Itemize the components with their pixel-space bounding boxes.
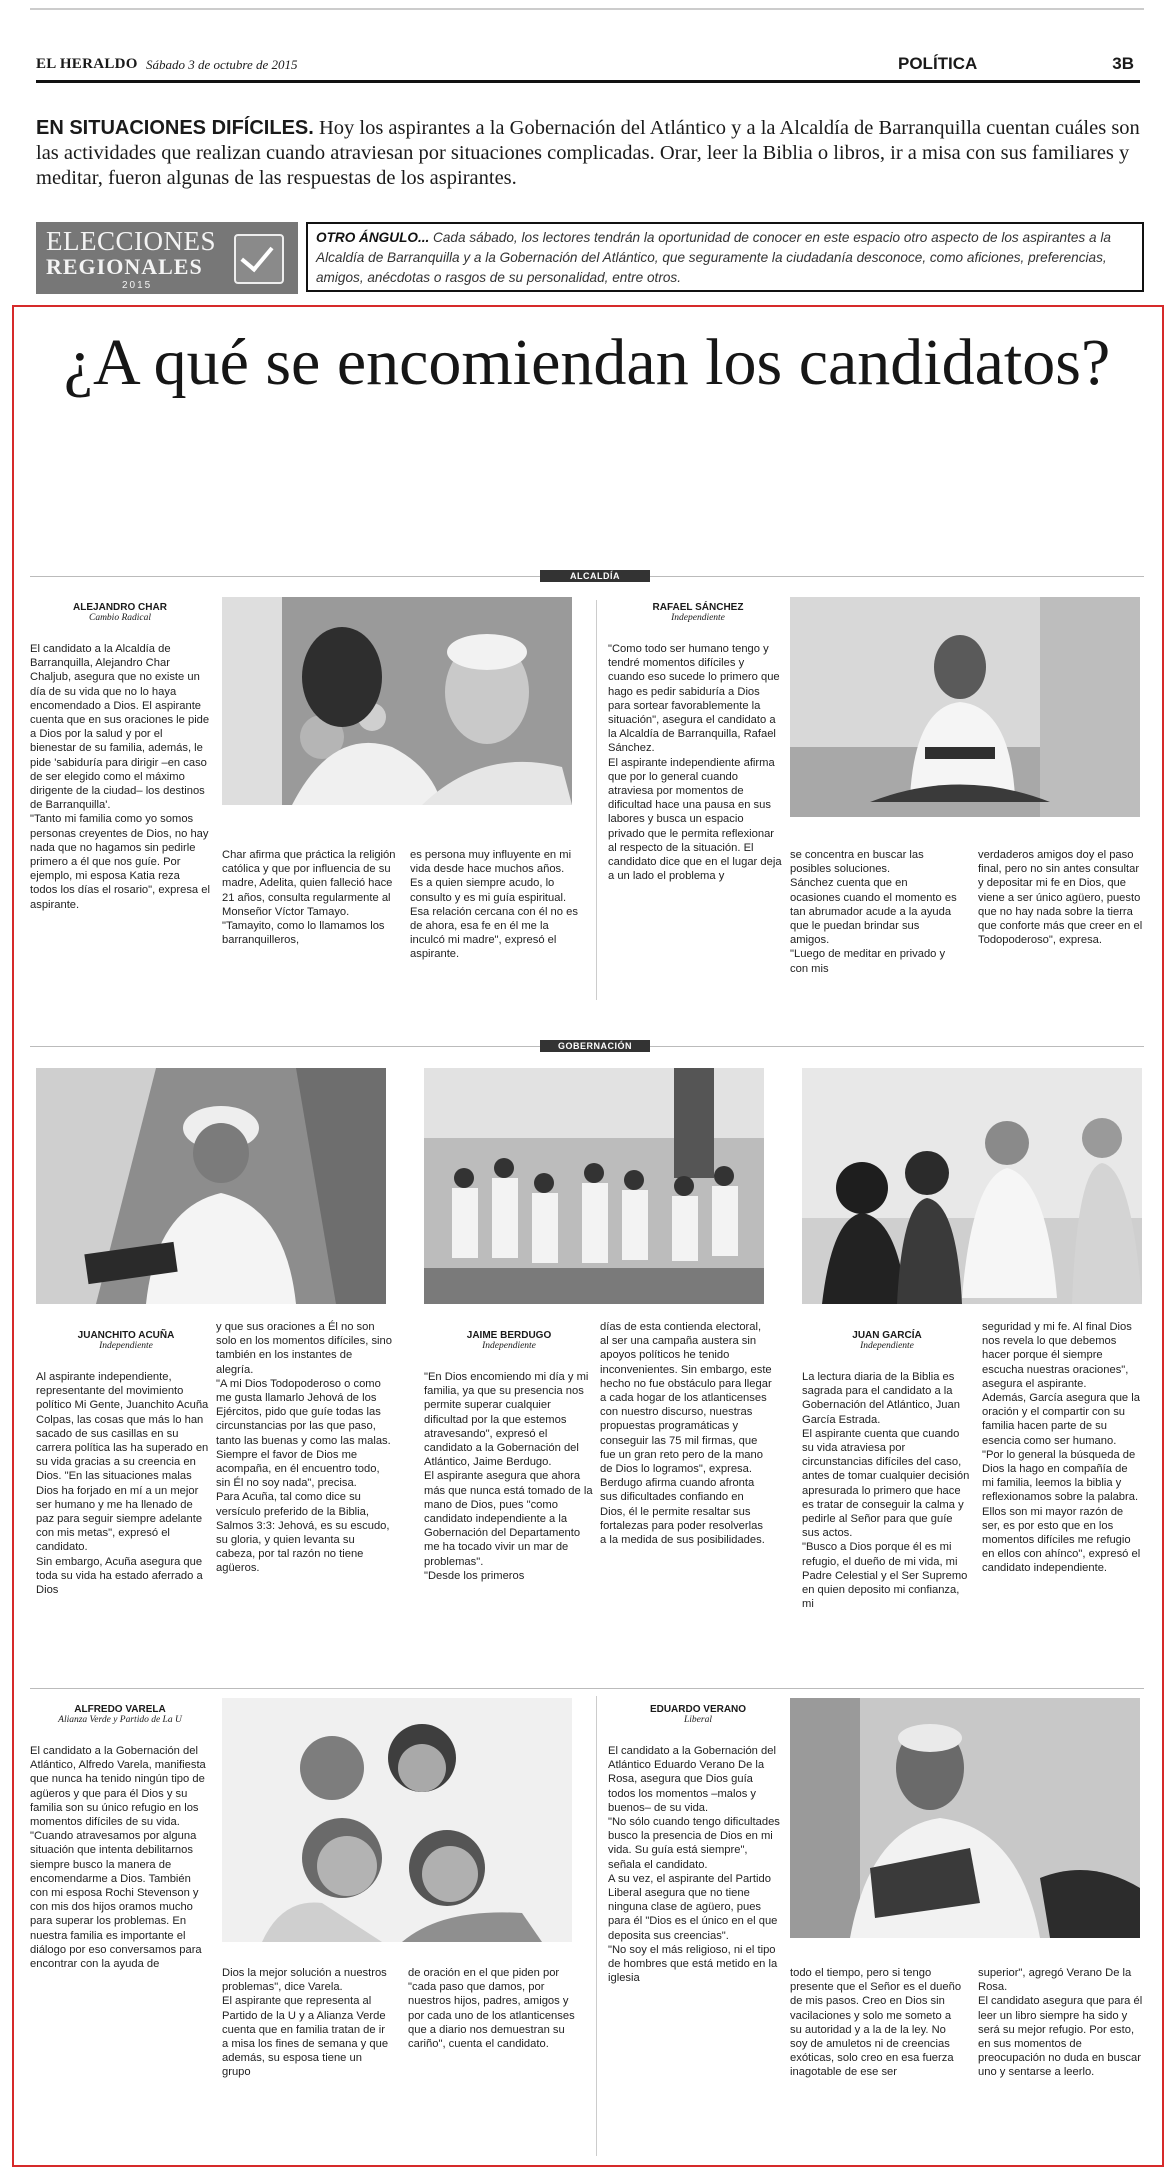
section-alcaldia: ALCALDÍA <box>540 570 650 582</box>
photo-juanchito-acuna <box>36 1068 386 1304</box>
candidate-party: Independiente <box>860 1341 914 1351</box>
candidate-name: ALFREDO VARELA <box>74 1704 166 1715</box>
logo-line1: ELECCIONES <box>46 226 216 256</box>
article-column: todo el tiempo, pero si tengo presente que el Señor es el dueño de mis pasos. Creo en Dios sin vacilaciones y solo me someto a su autoridad y a la de la ley. No soy de amuletos ni de creencias exóticas, solo creo en esa fuerza inagotable de ese ser <box>790 1967 962 2079</box>
article-column: verdaderos amigos doy el paso final, pero no sin antes consultar y depositar mi fe en Dios, que viene a ser único agüero, puesto que no hay nada sobre la tierra que conforte más que creer en el Todopoderoso", expresa. <box>978 849 1143 947</box>
divider <box>30 1688 1144 1689</box>
photo-alejandro-char <box>222 597 572 805</box>
candidate-party: Independiente <box>99 1341 153 1351</box>
logo-line2: REGIONALES <box>46 254 203 279</box>
page-number: 3B <box>1112 54 1134 73</box>
otro-angulo-box <box>306 222 1144 292</box>
article-column: "En Dios encomiendo mi día y mi familia, ya que su presencia nos permite superar cualquier dificultad por la que estemos atravesando", expresó el candidato a la Gobernación del Atlántico, Jaime Berdugo. El aspirante asegura que ahora más que nunca está tomado de la mano de Dios, pues "como candidato independiente a la Gobernación del Departamento me ha tocado vivir un mar de problemas". "Desde los primeros <box>424 1371 593 1582</box>
candidate-name: JAIME BERDUGO <box>466 1330 552 1341</box>
publication-date: Sábado 3 de octubre de 2015 <box>146 57 298 72</box>
article-column: y que sus oraciones a Él no son solo en los momentos difíciles, sino también en los instantes de alegría. "A mi Dios Todopoderoso o como me gusta llamarlo Jehová de los Ejércitos, pido que guíe todas las circunstancias por las que paso, tanto las buenas y como las malas. Siempre el favor de Dios me acompaña, en él encuentro todo, sin Él no soy nada", precisa. Para Acuña, tal como dice su versículo preferido de la Biblia, Salmos 3:3: Jehová, es su escudo, su gloria, y quien levanta su cabeza, por tal razón no tiene agüeros. <box>216 1321 392 1575</box>
candidate-party: Independiente <box>482 1341 536 1351</box>
article-column: superior", agregó Verano De la Rosa. El candidato asegura que para él leer un libro siempre ha sido y será su mejor refugio. Por esto, en sus momentos de preocupación no duda en buscar uno y sentarse a leerlo. <box>978 1967 1143 2079</box>
candidate-party: Cambio Radical <box>88 613 151 623</box>
top-rule <box>30 8 1144 10</box>
header-rule <box>36 80 1140 83</box>
photo-jaime-berdugo <box>424 1068 764 1304</box>
candidate-name: EDUARDO VERANO <box>649 1704 747 1715</box>
article-column: Al aspirante independiente, representante del movimiento político Mi Gente, Juanchito Acuña Colpas, las cosas que más lo han sacado de sus casillas en su carrera política las ha superado en su vida gracias a su creencia en Dios. "En las situaciones malas Dios ha forjado en mí a un mejor ser humano y me ha llenado de paz para seguir siempre adelante con mis metas", expresó el candidato. Sin embargo, Acuña asegura que toda su vida ha estado aferrado a Dios <box>36 1371 209 1597</box>
article-column: es persona muy influyente en mi vida desde hace muchos años. Es a quien siempre acudo, lo consulto y es mi guía espiritual. Esa relación cercana con él no es de ahora, esa fe en él me la inculcó mi madre", expresó el aspirante. <box>410 849 578 961</box>
intro-lead: EN SITUACIONES DIFÍCILES. <box>36 117 314 139</box>
elecciones-regionales-logo <box>36 222 298 294</box>
photo-juan-garcia <box>802 1068 1142 1304</box>
photo-alfredo-varela <box>222 1698 572 1942</box>
article-column: Dios la mejor solución a nuestros problemas", dice Varela. El aspirante que representa al Partido de la U y a Alianza Verde cuenta que en familia tratan de ir a misa los fines de semana y que además, su esposa tiene un grupo <box>222 1967 389 2079</box>
article-column: de oración en el que piden por "cada paso que damos, por nuestros hijos, padres, amigos y por cada uno de los atlanticenses que a diario nos demuestran su cariño", cuenta el candidato. <box>408 1967 575 2051</box>
candidate-name: ALEJANDRO CHAR <box>73 602 167 613</box>
column-divider <box>596 1696 597 2156</box>
box-text: Cada sábado, los lectores tendrán la oportunidad de conocer en este espacio otro aspecto de los aspirantes a la Alcaldía de Barranquilla y a la Gobernación del Atlántico, que seguramente la ciudadanía desconoce, como aficiones, preferencias, amigos, anécdotas o rasgos de su personalidad, entre otros. <box>316 230 1111 285</box>
section-gobernacion: GOBERNACIÓN <box>540 1040 650 1052</box>
article-column: El candidato a la Gobernación del Atlántico Eduardo Verano De la Rosa, asegura que Dios guía todos los momentos –malos y buenos– de su vida. "No sólo cuando tengo dificultades busco la presencia de Dios en mi vida. Su guía está siempre", señala el candidato. A su vez, el aspirante del Partido Liberal asegura que no tiene ninguna clase de agüero, pues para él "Dios es el único en el que deposita sus creencias". "No soy el más religioso, ni el tipo de hombres que está metido en la iglesia <box>608 1745 780 1985</box>
page-header <box>36 52 1140 78</box>
photo-rafael-sanchez <box>790 597 1140 817</box>
candidate-party: Alianza Verde y Partido de La U <box>58 1715 182 1725</box>
article-column: Char afirma que práctica la religión católica y que por influencia de su madre, Adelita, quien falleció hace 21 años, consulta regularmente al Monseñor Víctor Tamayo. "Tamayito, como lo llamamos los barranquilleros, <box>222 849 396 947</box>
publication-name: EL HERALDO <box>36 56 138 72</box>
intro-paragraph <box>36 116 1140 191</box>
candidate-name: RAFAEL SÁNCHEZ <box>652 602 744 613</box>
logo-year: 2015 <box>122 280 153 291</box>
article-column: La lectura diaria de la Biblia es sagrada para el candidato a la Gobernación del Atlántico, Juan García Estrada. El aspirante cuenta que cuando su vida atraviesa por circunstancias difíciles del caso, antes de tomar cualquier decisión apresurada lo primero que hace es tratar de conseguir la calma y pedirle al Señor para que guíe sus actos. "Busco a Dios porque él es mi refugio, el dueño de mi vida, mi Padre Celestial y el Ser Supremo en quien deposito mi confianza, mi <box>802 1371 970 1611</box>
intro-text: Hoy los aspirantes a la Gobernación del Atlántico y a la Alcaldía de Barranquilla cuentan cuáles son las actividades que realizan cuando atraviesan por situaciones complicadas. Orar, leer la Biblia o libros, ir a misa con sus familiares y meditar, fueron algunas de las respuestas de los aspirantes. <box>36 117 1140 189</box>
section-name: POLÍTICA <box>898 54 978 73</box>
candidate-name: JUANCHITO ACUÑA <box>77 1330 175 1341</box>
photo-eduardo-verano <box>790 1698 1140 1938</box>
box-lead: OTRO ÁNGULO... <box>316 230 430 245</box>
article-column: "Como todo ser humano tengo y tendré momentos difíciles y cuando eso sucede lo primero que hago es pedir sabiduría a Dios para sortear favorablemente la situación", asegura el candidato a la Alcaldía de Barranquilla, Rafael Sánchez. El aspirante independiente afirma que por lo general cuando atraviesa por momentos de dificultad hace una pausa en sus labores y busca un espacio privado que le permita reflexionar al respecto de la situación. El candidato dice que en el lugar deja a un lado el problema y <box>608 643 782 883</box>
article-column: se concentra en buscar las posibles soluciones. Sánchez cuenta que en ocasiones cuando el momento es tan abrumador acude a la ayuda que le puedan brindar sus amigos. "Luego de meditar en privado y con mis <box>790 849 957 975</box>
article-column: El candidato a la Gobernación del Atlántico, Alfredo Varela, manifiesta que nunca ha tenido ningún tipo de agüeros y que para él Dios y su familia son su único refugio en los momentos difíciles de su vida. "Cuando atravesamos por alguna situación que intenta debilitarnos siempre busco la manera de encomendarme a Dios. También con mi esposa Rochi Stevenson y con mis dos hijos oramos mucho para superar los problemas. En nuestra familia es importante el diálogo por eso conversamos para encontrar con la ayuda de <box>30 1745 206 1971</box>
article-column: días de esta contienda electoral, al ser una campaña austera sin apoyos políticos he tenido inconvenientes. Sin embargo, este hecho no fue obstáculo para llegar a cada hogar de los atlanticenses con nuestro discurso, nuestras propuestas programáticas y conseguir las 75 mil firmas, que fue un gran reto pero de la mano de Dios lo logramos", expresa. Berdugo afirma cuando afronta sus dificultades confiando en Dios, él le permite resaltar sus fortalezas para poder resolverlas a la medida de sus posibilidades. <box>600 1321 772 1547</box>
candidate-party: Independiente <box>671 613 725 623</box>
checkbox-icon <box>234 234 284 284</box>
feature-title: ¿A qué se encomiendan los candidatos? <box>63 326 1111 399</box>
article-column: El candidato a la Alcaldía de Barranquilla, Alejandro Char Chaljub, asegura que no existe un día de su vida que no lo haya encomendado a Dios. El aspirante cuenta que en sus oraciones le pide a Dios por la salud y por el bienestar de su familia, además, le pide 'sabiduría para dirigir –en caso de ser elegido como el máximo dirigente de la ciudad– los destinos de Barranquilla'. "Tanto mi familia como yo somos personas creyentes de Dios, no hay nada que no hagamos sin pedirle primero a él que nos guíe. Por ejemplo, mi esposa Katia reza todos los días el rosario", expresa el aspirante. <box>30 643 210 911</box>
column-divider <box>596 600 597 1000</box>
article-column: seguridad y mi fe. Al final Dios nos revela lo que debemos hacer porque él siempre escucha nuestras oraciones", asegura el aspirante. Además, García asegura que la oración y el compartir con su familia hacen parte de su esencia como ser humano. "Por lo general la búsqueda de Dios la hago en compañía de mi familia, leemos la biblia y reflexionamos sobre la palabra. Ellos son mi mayor razón de ser, es por esto que en los momentos difíciles me refugio en ellos con ahínco", expresó el candidato independiente. <box>982 1321 1141 1575</box>
candidate-name: JUAN GARCÍA <box>852 1330 922 1341</box>
candidate-party: Liberal <box>684 1715 712 1725</box>
